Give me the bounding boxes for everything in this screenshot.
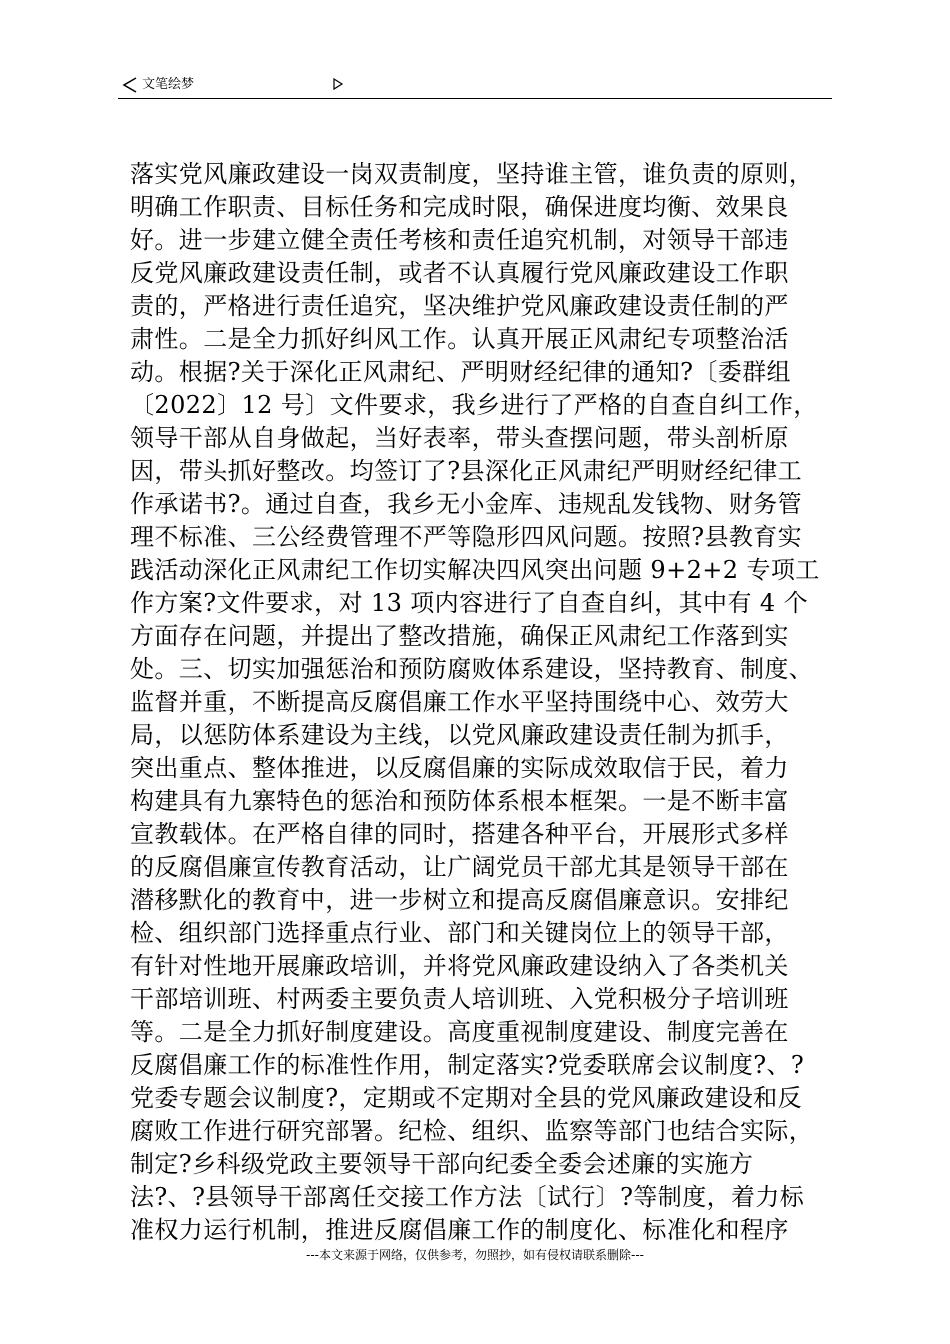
text-line: 肃性。二是全力抓好纠风工作。认真开展正风肃纪专项整治活 (130, 325, 789, 353)
text-line: 制定?乡科级党政主要领导干部向纪委全委会述廉的实施方 (130, 1150, 754, 1178)
text-line: 方面存在问题，并提出了整改措施，确保正风肃纪工作落到实 (130, 622, 789, 650)
footer-notice: ---本文来源于网络，仅供参考，勿照抄，如有侵权请联系删除--- (306, 1248, 644, 1262)
text-line: 潜移默化的教育中，进一步树立和提高反腐倡廉意识。安排纪 (130, 886, 789, 914)
left-triangle-icon (122, 76, 138, 94)
brand-label: 文笔绘梦 (142, 77, 195, 92)
text-line: 局，以惩防体系建设为主线，以党风廉政建设责任制为抓手， (130, 721, 789, 749)
text-line: 反腐倡廉工作的标准性作用，制定落实?党委联席会议制度?、? (130, 1051, 805, 1079)
text-line: 落实党风廉政建设一岗双责制度，坚持谁主管，谁负责的原则， (130, 160, 814, 188)
text-line: 检、组织部门选择重点行业、部门和关键岗位上的领导干部， (130, 919, 789, 947)
text-line: 明确工作职责、目标任务和完成时限，确保进度均衡、效果良 (130, 193, 789, 221)
text-line: 干部培训班、村两委主要负责人培训班、入党积极分子培训班 (130, 985, 789, 1013)
text-line: 构建具有九寨特色的惩治和预防体系根本框架。一是不断丰富 (130, 787, 789, 815)
text-line: 动。根据?关于深化正风肃纪、严明财经纪律的通知?〔委群组 (130, 358, 791, 386)
text-line: 准权力运行机制，推进反腐倡廉工作的制度化、标准化和程序 (130, 1216, 789, 1244)
text-line: 处。三、切实加强惩治和预防腐败体系建设，坚持教育、制度、 (130, 655, 814, 683)
text-line: 作承诺书?。通过自查，我乡无小金库、违规乱发钱物、财务管 (130, 490, 803, 518)
right-triangle-icon (332, 77, 344, 91)
text-line: 理不标准、三公经费管理不严等隐形四风问题。按照?县教育实 (130, 523, 803, 551)
text-line: 突出重点、整体推进，以反腐倡廉的实际成效取信于民，着力 (130, 754, 789, 782)
text-line: 监督并重，不断提高反腐倡廉工作水平坚持围绕中心、效劳大 (130, 688, 789, 716)
text-line: 有针对性地开展廉政培训，并将党风廉政建设纳入了各类机关 (130, 952, 789, 980)
text-line: 领导干部从自身做起，当好表率，带头查摆问题，带头剖析原 (130, 424, 789, 452)
text-line: 践活动深化正风肃纪工作切实解决四风突出问题 9+2+2 专项工 (130, 556, 820, 584)
text-line: 〔2022〕12 号〕文件要求，我乡进行了严格的自查自纠工作， (130, 391, 818, 419)
document-body (130, 158, 832, 1247)
text-line: 责的，严格进行责任追究，坚决维护党风廉政建设责任制的严 (130, 292, 789, 320)
text-line: 作方案?文件要求，对 13 项内容进行了自查自纠，其中有 4 个 (130, 589, 808, 617)
page-header (118, 74, 832, 99)
text-line: 法?、?县领导干部离任交接工作方法〔试行〕?等制度，着力标 (130, 1183, 805, 1211)
text-line: 好。进一步建立健全责任考核和责任追究机制，对领导干部违 (130, 226, 789, 254)
text-line: 宣教载体。在严格自律的同时，搭建各种平台，开展形式多样 (130, 820, 789, 848)
text-line: 等。二是全力抓好制度建设。高度重视制度建设、制度完善在 (130, 1018, 789, 1046)
text-line: 党委专题会议制度?，定期或不定期对全县的党风廉政建设和反 (130, 1084, 803, 1112)
text-line: 因，带头抓好整改。均签订了?县深化正风肃纪严明财经纪律工 (130, 457, 803, 485)
text-line: 腐败工作进行研究部署。纪检、组织、监察等部门也结合实际， (130, 1117, 814, 1145)
text-line: 的反腐倡廉宣传教育活动，让广阔党员干部尤其是领导干部在 (130, 853, 789, 881)
text-line: 反党风廉政建设责任制，或者不认真履行党风廉政建设工作职 (130, 259, 789, 287)
